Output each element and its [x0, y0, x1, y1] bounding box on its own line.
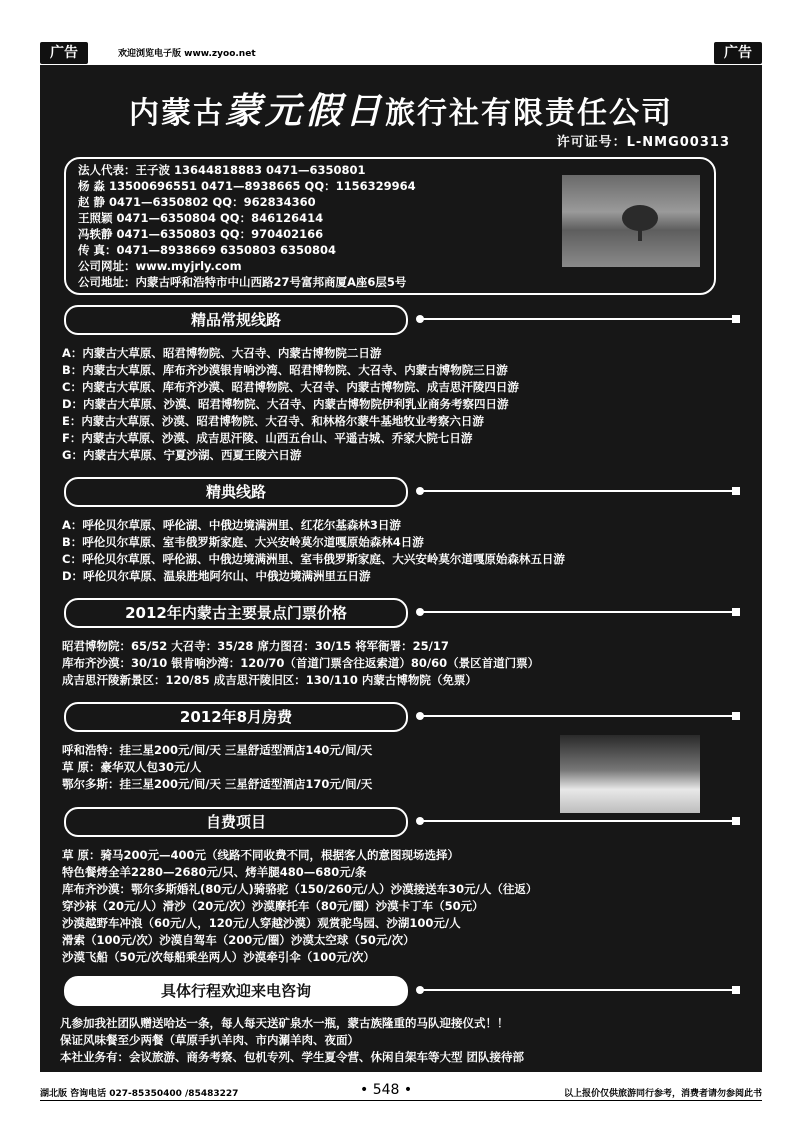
list-item: 沙漠越野车冲浪（60元/人，120元/人穿越沙漠）观赏驼鸟园、沙湖100元/人 [62, 916, 461, 930]
company-suffix: 旅行社有限责任公司 [385, 96, 673, 131]
list-item: 凡参加我社团队赠送哈达一条，每人每天送矿泉水一瓶，蒙古族隆重的马队迎接仪式！！ [60, 1016, 509, 1030]
contact-address: 公司地址：内蒙古呼和浩特市中山西路27号富邦商厦A座6层5号 [78, 275, 407, 289]
contact-line: 传 真：0471—8938669 6350803 6350804 [78, 243, 337, 257]
room-rates-list [62, 742, 372, 793]
list-item: B：呼伦贝尔草原、室韦俄罗斯家庭、大兴安岭莫尔道嘎原始森林4日游 [62, 535, 424, 549]
section-title-pill: 2012年内蒙古主要景点门票价格 [64, 598, 408, 628]
company-prefix: 内蒙古 [128, 96, 225, 131]
contact-line: 法人代表：王子波 13644818883 0471—6350801 [78, 163, 366, 177]
list-item: 保证风味餐至少两餐（草原手扒羊肉、市内涮羊肉、夜面） [60, 1033, 359, 1047]
list-item: 穿沙袜（20元/人）滑沙（20元/次）沙漠摩托车（80元/圈）沙漠卡丁车（50元） [62, 899, 484, 913]
section-rule [420, 318, 738, 320]
list-item: 草 原：骑马200元—400元（线路不同收费不同，根据客人的意图现场选择） [62, 848, 460, 862]
list-item: A：内蒙古大草原、昭君博物院、大召寺、内蒙古博物院二日游 [62, 346, 382, 360]
list-item: 成吉思汗陵新景区：120/85 成吉思汗陵旧区：130/110 内蒙古博物院（免票） [62, 673, 477, 687]
company-title [40, 83, 762, 134]
classic-routes-list [62, 517, 565, 585]
tree-trunk [638, 229, 642, 241]
license-number: 许可证号：L-NMG00313 [556, 135, 730, 150]
list-item: 呼和浩特：挂三星200元/间/天 三星舒适型酒店140元/间/天 [62, 743, 373, 757]
ticket-prices-list [62, 638, 539, 689]
section-title-pill: 2012年8月房费 [64, 702, 408, 732]
list-item: 库布齐沙漠：鄂尔多斯婚礼(80元/人)骑骆驼（150/260元/人）沙漠接送车30元/人（往返） [62, 882, 538, 896]
ad-tag-right: 广告 [714, 42, 762, 64]
section-rule [420, 820, 738, 822]
list-item: 本社业务有：会议旅游、商务考察、包机专列、学生夏令营、休闲自架车等大型 团队接待部 [60, 1050, 524, 1064]
list-item: G：内蒙古大草原、宁夏沙湖、西夏王陵六日游 [62, 448, 302, 462]
list-item: F：内蒙古大草原、沙漠、成吉思汗陵、山西五台山、平遥古城、乔家大院七日游 [62, 431, 473, 445]
optional-items-list [62, 847, 537, 966]
regular-routes-list [62, 345, 519, 464]
list-item: 库布齐沙漠：30/10 银肯响沙湾：120/70（首道门票含往返索道）80/60（景区首道门票） [62, 656, 540, 670]
section-rule [420, 490, 738, 492]
list-item: 沙漠飞船（50元/次每船乘坐两人）沙漠牵引伞（100元/次） [62, 950, 375, 964]
section-rule [420, 989, 738, 991]
section-title-pill: 具体行程欢迎来电咨询 [64, 976, 408, 1006]
list-item: C：呼伦贝尔草原、呼伦湖、中俄边境满洲里、室韦俄罗斯家庭、大兴安岭莫尔道嘎原始森林五日游 [62, 552, 565, 566]
list-item: A：呼伦贝尔草原、呼伦湖、中俄边境满洲里、红花尔基森林3日游 [62, 518, 401, 532]
ad-tag-left: 广告 [40, 42, 88, 64]
section-rule [420, 611, 738, 613]
consult-notes-list [60, 1015, 524, 1066]
section-rule [420, 715, 738, 717]
list-item: 昭君博物院：65/52 大召寺：35/28 席力图召：30/15 将军衙署：25/17 [62, 639, 449, 653]
section-title-pill: 精典线路 [64, 477, 408, 507]
contact-line: 杨 淼 13500696551 0471—8938665 QQ：1156329964 [78, 179, 416, 193]
list-item: 特色餐烤全羊2280—2680元/只、烤羊腿480—680元/条 [62, 865, 367, 879]
tree-shape [622, 205, 658, 231]
list-item: D：内蒙古大草原、沙漠、昭君博物院、大召寺、内蒙古博物院伊利乳业商务考察四日游 [62, 397, 509, 411]
section-title-pill: 自费项目 [64, 807, 408, 837]
list-item: 鄂尔多斯：挂三星200元/间/天 三星舒适型酒店170元/间/天 [62, 777, 373, 791]
footer-divider [40, 1100, 762, 1101]
grassland-photo [562, 175, 700, 267]
desert-photo [560, 735, 700, 813]
footer-contact: 湖北版 咨询电话 027-85350400 /85483227 [40, 1089, 239, 1099]
list-item: E：内蒙古大草原、沙漠、昭君博物院、大召寺、和林格尔蒙牛基地牧业考察六日游 [62, 414, 484, 428]
top-bar [40, 42, 762, 64]
list-item: 草 原：豪华双人包30元/人 [62, 760, 202, 774]
advert-panel [40, 65, 762, 1072]
list-item: C：内蒙古大草原、库布齐沙漠、昭君博物院、大召寺、内蒙古博物院、成吉思汗陵四日游 [62, 380, 519, 394]
website-link[interactable]: 公司网址：www.myjrly.com [78, 259, 242, 273]
list-item: B：内蒙古大草原、库布齐沙漠银肯响沙湾、昭君博物院、大召寺、内蒙古博物院三日游 [62, 363, 508, 377]
contact-line: 赵 静 0471—6350802 QQ：962834360 [78, 195, 316, 209]
contact-line: 冯轶静 0471—6350803 QQ：970402166 [78, 227, 324, 241]
list-item: D：呼伦贝尔草原、温泉胜地阿尔山、中俄边境满洲里五日游 [62, 569, 371, 583]
company-brand: 蒙元假日 [224, 90, 385, 132]
contact-line: 王照颖 0471—6350804 QQ：846126414 [78, 211, 324, 225]
section-title-pill: 精品常规线路 [64, 305, 408, 335]
footer-disclaimer: 以上报价仅供旅游同行参考，消费者请勿参阅此书 [563, 1089, 762, 1099]
browse-text[interactable]: 欢迎浏览电子版 www.zyoo.net [118, 49, 256, 59]
page-number: • 548 • [360, 1082, 413, 1098]
list-item: 滑索（100元/次）沙漠自驾车（200元/圈）沙漠太空球（50元/次） [62, 933, 415, 947]
